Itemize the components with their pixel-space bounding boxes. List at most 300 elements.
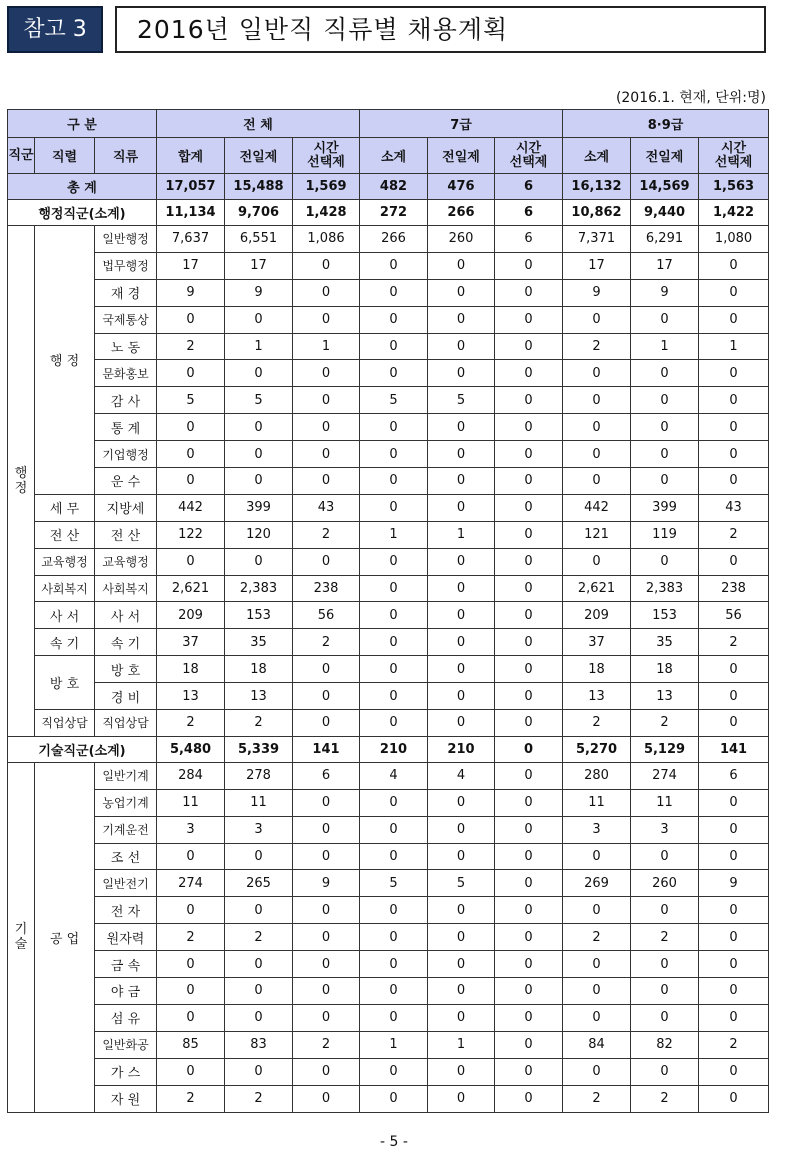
value-cell: 2 xyxy=(699,1031,769,1058)
table-body xyxy=(8,174,769,1113)
value-cell: 0 xyxy=(157,978,225,1005)
value-cell: 0 xyxy=(293,414,360,441)
value-cell: 1 xyxy=(225,333,293,360)
value-cell: 0 xyxy=(293,843,360,870)
value-cell: 0 xyxy=(225,843,293,870)
value-cell: 9 xyxy=(631,279,699,306)
value-cell: 0 xyxy=(495,656,563,683)
value-cell: 122 xyxy=(157,521,225,548)
value-cell: 0 xyxy=(293,1004,360,1031)
value-cell: 5,129 xyxy=(631,736,699,762)
value-cell: 5,480 xyxy=(157,736,225,762)
value-cell: 442 xyxy=(157,494,225,521)
value-cell: 0 xyxy=(293,1058,360,1085)
type-cell: 통 계 xyxy=(95,414,157,441)
value-cell: 1 xyxy=(699,333,769,360)
value-cell: 0 xyxy=(631,414,699,441)
value-cell: 0 xyxy=(428,924,495,951)
value-cell: 10,862 xyxy=(563,200,631,226)
type-cell: 사회복지 xyxy=(95,575,157,602)
value-cell: 0 xyxy=(699,656,769,683)
value-cell: 43 xyxy=(293,494,360,521)
type-cell: 일반화공 xyxy=(95,1031,157,1058)
value-cell: 0 xyxy=(495,629,563,656)
value-cell: 6 xyxy=(495,200,563,226)
type-cell: 기계운전 xyxy=(95,816,157,843)
table-row xyxy=(8,306,769,333)
value-cell: 82 xyxy=(631,1031,699,1058)
value-cell: 0 xyxy=(293,951,360,978)
value-cell: 0 xyxy=(428,279,495,306)
value-cell: 0 xyxy=(428,468,495,495)
value-cell: 0 xyxy=(293,279,360,306)
value-cell: 0 xyxy=(495,387,563,414)
value-cell: 9 xyxy=(157,279,225,306)
value-cell: 0 xyxy=(495,252,563,279)
value-cell: 84 xyxy=(563,1031,631,1058)
value-cell: 209 xyxy=(157,602,225,629)
value-cell: 153 xyxy=(631,602,699,629)
value-cell: 0 xyxy=(631,387,699,414)
value-cell: 0 xyxy=(631,1004,699,1031)
value-cell: 266 xyxy=(360,226,428,253)
value-cell: 11 xyxy=(157,789,225,816)
value-cell: 0 xyxy=(428,789,495,816)
table-row xyxy=(8,494,769,521)
value-cell: 0 xyxy=(495,736,563,762)
header-flex: 시간 선택제 xyxy=(293,138,360,174)
series-cell: 사 서 xyxy=(35,602,95,629)
tech-subtotal-row-label: 기술직군(소계) xyxy=(8,736,157,762)
header-grade7: 7급 xyxy=(360,110,563,138)
value-cell: 2 xyxy=(157,710,225,737)
value-cell: 0 xyxy=(495,924,563,951)
value-cell: 119 xyxy=(631,521,699,548)
value-cell: 0 xyxy=(495,575,563,602)
value-cell: 5 xyxy=(428,870,495,897)
table-row xyxy=(8,1085,769,1112)
series-cell: 속 기 xyxy=(35,629,95,656)
value-cell: 2,621 xyxy=(157,575,225,602)
table-row xyxy=(8,226,769,253)
value-cell: 0 xyxy=(225,978,293,1005)
type-cell: 운 수 xyxy=(95,468,157,495)
type-cell: 농업기계 xyxy=(95,789,157,816)
value-cell: 0 xyxy=(563,306,631,333)
table-row xyxy=(8,978,769,1005)
type-cell: 국제통상 xyxy=(95,306,157,333)
value-cell: 0 xyxy=(293,387,360,414)
value-cell: 2 xyxy=(293,521,360,548)
value-cell: 0 xyxy=(495,710,563,737)
type-cell: 직업상담 xyxy=(95,710,157,737)
value-cell: 3 xyxy=(631,816,699,843)
value-cell: 0 xyxy=(631,843,699,870)
value-cell: 2 xyxy=(225,710,293,737)
value-cell: 0 xyxy=(428,1058,495,1085)
value-cell: 0 xyxy=(428,414,495,441)
type-cell: 법무행정 xyxy=(95,252,157,279)
value-cell: 17 xyxy=(157,252,225,279)
value-cell: 2 xyxy=(699,521,769,548)
value-cell: 5,270 xyxy=(563,736,631,762)
header-soge: 소계 xyxy=(360,138,428,174)
value-cell: 2 xyxy=(631,924,699,951)
value-cell: 14,569 xyxy=(631,174,699,200)
value-cell: 6,551 xyxy=(225,226,293,253)
value-cell: 274 xyxy=(631,762,699,789)
value-cell: 0 xyxy=(428,629,495,656)
value-cell: 56 xyxy=(293,602,360,629)
value-cell: 9,440 xyxy=(631,200,699,226)
value-cell: 0 xyxy=(360,789,428,816)
value-cell: 274 xyxy=(157,870,225,897)
header-hapgye: 합계 xyxy=(157,138,225,174)
series-cell: 직업상담 xyxy=(35,710,95,737)
value-cell: 9 xyxy=(225,279,293,306)
value-cell: 0 xyxy=(360,1085,428,1112)
value-cell: 16,132 xyxy=(563,174,631,200)
value-cell: 0 xyxy=(428,897,495,924)
value-cell: 11 xyxy=(631,789,699,816)
value-cell: 5 xyxy=(157,387,225,414)
value-cell: 9,706 xyxy=(225,200,293,226)
value-cell: 0 xyxy=(495,333,563,360)
series-cell: 공 업 xyxy=(35,762,95,1112)
value-cell: 43 xyxy=(699,494,769,521)
type-cell: 재 경 xyxy=(95,279,157,306)
value-cell: 0 xyxy=(428,575,495,602)
value-cell: 0 xyxy=(563,387,631,414)
value-cell: 17,057 xyxy=(157,174,225,200)
value-cell: 238 xyxy=(293,575,360,602)
value-cell: 0 xyxy=(563,843,631,870)
value-cell: 0 xyxy=(699,279,769,306)
value-cell: 0 xyxy=(360,360,428,387)
type-cell: 전 자 xyxy=(95,897,157,924)
type-cell: 원자력 xyxy=(95,924,157,951)
value-cell: 0 xyxy=(563,414,631,441)
value-cell: 9 xyxy=(293,870,360,897)
value-cell: 0 xyxy=(225,1058,293,1085)
value-cell: 0 xyxy=(360,333,428,360)
value-cell: 0 xyxy=(495,468,563,495)
value-cell: 1,563 xyxy=(699,174,769,200)
value-cell: 0 xyxy=(428,656,495,683)
value-cell: 0 xyxy=(293,441,360,468)
type-cell: 일반기계 xyxy=(95,762,157,789)
value-cell: 6,291 xyxy=(631,226,699,253)
value-cell: 6 xyxy=(495,226,563,253)
value-cell: 85 xyxy=(157,1031,225,1058)
table-row xyxy=(8,710,769,737)
value-cell: 0 xyxy=(293,656,360,683)
value-cell: 0 xyxy=(360,978,428,1005)
value-cell: 0 xyxy=(157,441,225,468)
type-cell: 자 원 xyxy=(95,1085,157,1112)
value-cell: 238 xyxy=(699,575,769,602)
value-cell: 210 xyxy=(428,736,495,762)
value-cell: 1 xyxy=(360,521,428,548)
value-cell: 0 xyxy=(360,897,428,924)
value-cell: 0 xyxy=(699,924,769,951)
value-cell: 0 xyxy=(157,360,225,387)
unit-note: (2016.1. 현재, 단위:명) xyxy=(615,90,766,106)
value-cell: 0 xyxy=(360,951,428,978)
value-cell: 5 xyxy=(360,870,428,897)
value-cell: 210 xyxy=(360,736,428,762)
value-cell: 3 xyxy=(157,816,225,843)
table-row xyxy=(8,279,769,306)
value-cell: 0 xyxy=(225,897,293,924)
value-cell: 0 xyxy=(157,1004,225,1031)
value-cell: 0 xyxy=(699,978,769,1005)
value-cell: 0 xyxy=(495,521,563,548)
header-jikryeol: 직렬 xyxy=(35,138,95,174)
value-cell: 0 xyxy=(495,1004,563,1031)
value-cell: 0 xyxy=(293,978,360,1005)
value-cell: 0 xyxy=(157,414,225,441)
value-cell: 0 xyxy=(225,360,293,387)
value-cell: 0 xyxy=(428,548,495,575)
value-cell: 0 xyxy=(699,1058,769,1085)
value-cell: 5 xyxy=(428,387,495,414)
table-row xyxy=(8,521,769,548)
type-cell: 금 속 xyxy=(95,951,157,978)
value-cell: 0 xyxy=(699,441,769,468)
value-cell: 0 xyxy=(699,951,769,978)
table-row xyxy=(8,762,769,789)
value-cell: 0 xyxy=(699,414,769,441)
table-row xyxy=(8,816,769,843)
value-cell: 442 xyxy=(563,494,631,521)
value-cell: 0 xyxy=(495,494,563,521)
value-cell: 0 xyxy=(225,1004,293,1031)
table-row xyxy=(8,656,769,683)
group-char: 정 xyxy=(14,480,28,496)
type-cell: 사 서 xyxy=(95,602,157,629)
value-cell: 2 xyxy=(157,333,225,360)
reference-badge: 참고 3 xyxy=(7,6,103,53)
value-cell: 0 xyxy=(495,1085,563,1112)
value-cell: 0 xyxy=(225,468,293,495)
value-cell: 0 xyxy=(428,360,495,387)
value-cell: 1,080 xyxy=(699,226,769,253)
table-header xyxy=(8,110,769,174)
value-cell: 0 xyxy=(495,789,563,816)
series-cell: 사회복지 xyxy=(35,575,95,602)
value-cell: 0 xyxy=(157,1058,225,1085)
value-cell: 0 xyxy=(495,843,563,870)
group-char: 행 xyxy=(14,465,28,481)
group-cell xyxy=(8,762,35,1112)
table-row xyxy=(8,333,769,360)
value-cell: 2 xyxy=(293,1031,360,1058)
value-cell: 0 xyxy=(293,548,360,575)
value-cell: 0 xyxy=(495,441,563,468)
admin-subtotal-row-label: 행정직군(소계) xyxy=(8,200,157,226)
value-cell: 0 xyxy=(699,387,769,414)
value-cell: 2 xyxy=(563,710,631,737)
value-cell: 7,371 xyxy=(563,226,631,253)
value-cell: 0 xyxy=(699,683,769,710)
value-cell: 0 xyxy=(360,306,428,333)
type-cell: 감 사 xyxy=(95,387,157,414)
value-cell: 0 xyxy=(631,978,699,1005)
value-cell: 0 xyxy=(428,710,495,737)
value-cell: 1 xyxy=(360,1031,428,1058)
value-cell: 0 xyxy=(225,306,293,333)
value-cell: 0 xyxy=(293,468,360,495)
value-cell: 37 xyxy=(157,629,225,656)
value-cell: 2 xyxy=(563,1085,631,1112)
value-cell: 0 xyxy=(428,1085,495,1112)
value-cell: 0 xyxy=(699,1004,769,1031)
value-cell: 0 xyxy=(225,548,293,575)
table-row xyxy=(8,414,769,441)
total-row xyxy=(8,174,769,200)
value-cell: 18 xyxy=(563,656,631,683)
value-cell: 0 xyxy=(699,360,769,387)
value-cell: 0 xyxy=(699,252,769,279)
value-cell: 15,488 xyxy=(225,174,293,200)
value-cell: 1 xyxy=(428,1031,495,1058)
header-gubun: 구 분 xyxy=(8,110,157,138)
type-cell: 방 호 xyxy=(95,656,157,683)
value-cell: 0 xyxy=(563,360,631,387)
value-cell: 0 xyxy=(225,414,293,441)
value-cell: 0 xyxy=(495,762,563,789)
value-cell: 0 xyxy=(360,1004,428,1031)
value-cell: 0 xyxy=(360,843,428,870)
table-row xyxy=(8,629,769,656)
value-cell: 0 xyxy=(428,683,495,710)
value-cell: 0 xyxy=(563,897,631,924)
value-cell: 153 xyxy=(225,602,293,629)
value-cell: 482 xyxy=(360,174,428,200)
value-cell: 6 xyxy=(495,174,563,200)
value-cell: 0 xyxy=(428,978,495,1005)
admin-subtotal-row xyxy=(8,200,769,226)
type-cell: 문화홍보 xyxy=(95,360,157,387)
value-cell: 3 xyxy=(225,816,293,843)
value-cell: 0 xyxy=(563,951,631,978)
header-full-time: 전일제 xyxy=(225,138,293,174)
table-row xyxy=(8,843,769,870)
value-cell: 18 xyxy=(225,656,293,683)
value-cell: 0 xyxy=(293,306,360,333)
value-cell: 399 xyxy=(225,494,293,521)
value-cell: 0 xyxy=(699,897,769,924)
group-char: 술 xyxy=(14,937,28,953)
table-row xyxy=(8,897,769,924)
value-cell: 0 xyxy=(157,897,225,924)
value-cell: 83 xyxy=(225,1031,293,1058)
series-cell: 교육행정 xyxy=(35,548,95,575)
value-cell: 11 xyxy=(563,789,631,816)
value-cell: 2 xyxy=(225,1085,293,1112)
value-cell: 2 xyxy=(563,924,631,951)
value-cell: 0 xyxy=(428,252,495,279)
group-char: 기 xyxy=(14,922,28,938)
value-cell: 0 xyxy=(563,978,631,1005)
type-cell: 일반행정 xyxy=(95,226,157,253)
value-cell: 2,383 xyxy=(631,575,699,602)
value-cell: 0 xyxy=(360,441,428,468)
value-cell: 9 xyxy=(563,279,631,306)
value-cell: 0 xyxy=(699,789,769,816)
table-row xyxy=(8,1004,769,1031)
value-cell: 5 xyxy=(225,387,293,414)
value-cell: 272 xyxy=(360,200,428,226)
value-cell: 11,134 xyxy=(157,200,225,226)
value-cell: 269 xyxy=(563,870,631,897)
value-cell: 2,383 xyxy=(225,575,293,602)
value-cell: 0 xyxy=(563,468,631,495)
value-cell: 1,086 xyxy=(293,226,360,253)
value-cell: 0 xyxy=(360,575,428,602)
value-cell: 0 xyxy=(360,468,428,495)
type-cell: 지방세 xyxy=(95,494,157,521)
value-cell: 260 xyxy=(428,226,495,253)
value-cell: 0 xyxy=(495,978,563,1005)
value-cell: 0 xyxy=(360,656,428,683)
value-cell: 1,428 xyxy=(293,200,360,226)
value-cell: 0 xyxy=(428,951,495,978)
value-cell: 13 xyxy=(225,683,293,710)
value-cell: 0 xyxy=(495,683,563,710)
value-cell: 2 xyxy=(631,710,699,737)
table-row xyxy=(8,951,769,978)
value-cell: 3 xyxy=(563,816,631,843)
value-cell: 1,569 xyxy=(293,174,360,200)
value-cell: 0 xyxy=(360,494,428,521)
table-row xyxy=(8,870,769,897)
value-cell: 0 xyxy=(293,710,360,737)
value-cell: 0 xyxy=(360,548,428,575)
header-total: 전 체 xyxy=(157,110,360,138)
value-cell: 0 xyxy=(495,279,563,306)
value-cell: 399 xyxy=(631,494,699,521)
type-cell: 기업행정 xyxy=(95,441,157,468)
header-jikgun: 직군 xyxy=(8,138,35,174)
value-cell: 0 xyxy=(495,816,563,843)
series-cell: 전 산 xyxy=(35,521,95,548)
value-cell: 0 xyxy=(495,548,563,575)
group-cell xyxy=(8,226,35,737)
value-cell: 0 xyxy=(563,1004,631,1031)
value-cell: 0 xyxy=(225,951,293,978)
header-full-time: 전일제 xyxy=(428,138,495,174)
value-cell: 0 xyxy=(428,816,495,843)
value-cell: 0 xyxy=(360,816,428,843)
value-cell: 2 xyxy=(563,333,631,360)
value-cell: 4 xyxy=(428,762,495,789)
value-cell: 7,637 xyxy=(157,226,225,253)
type-cell: 조 선 xyxy=(95,843,157,870)
value-cell: 0 xyxy=(563,548,631,575)
value-cell: 6 xyxy=(293,762,360,789)
value-cell: 0 xyxy=(699,710,769,737)
value-cell: 13 xyxy=(157,683,225,710)
table-row xyxy=(8,1058,769,1085)
value-cell: 0 xyxy=(360,1058,428,1085)
page-number: - 5 - xyxy=(380,1134,408,1150)
value-cell: 0 xyxy=(631,360,699,387)
value-cell: 0 xyxy=(495,306,563,333)
table-row xyxy=(8,468,769,495)
header-full-time: 전일제 xyxy=(631,138,699,174)
